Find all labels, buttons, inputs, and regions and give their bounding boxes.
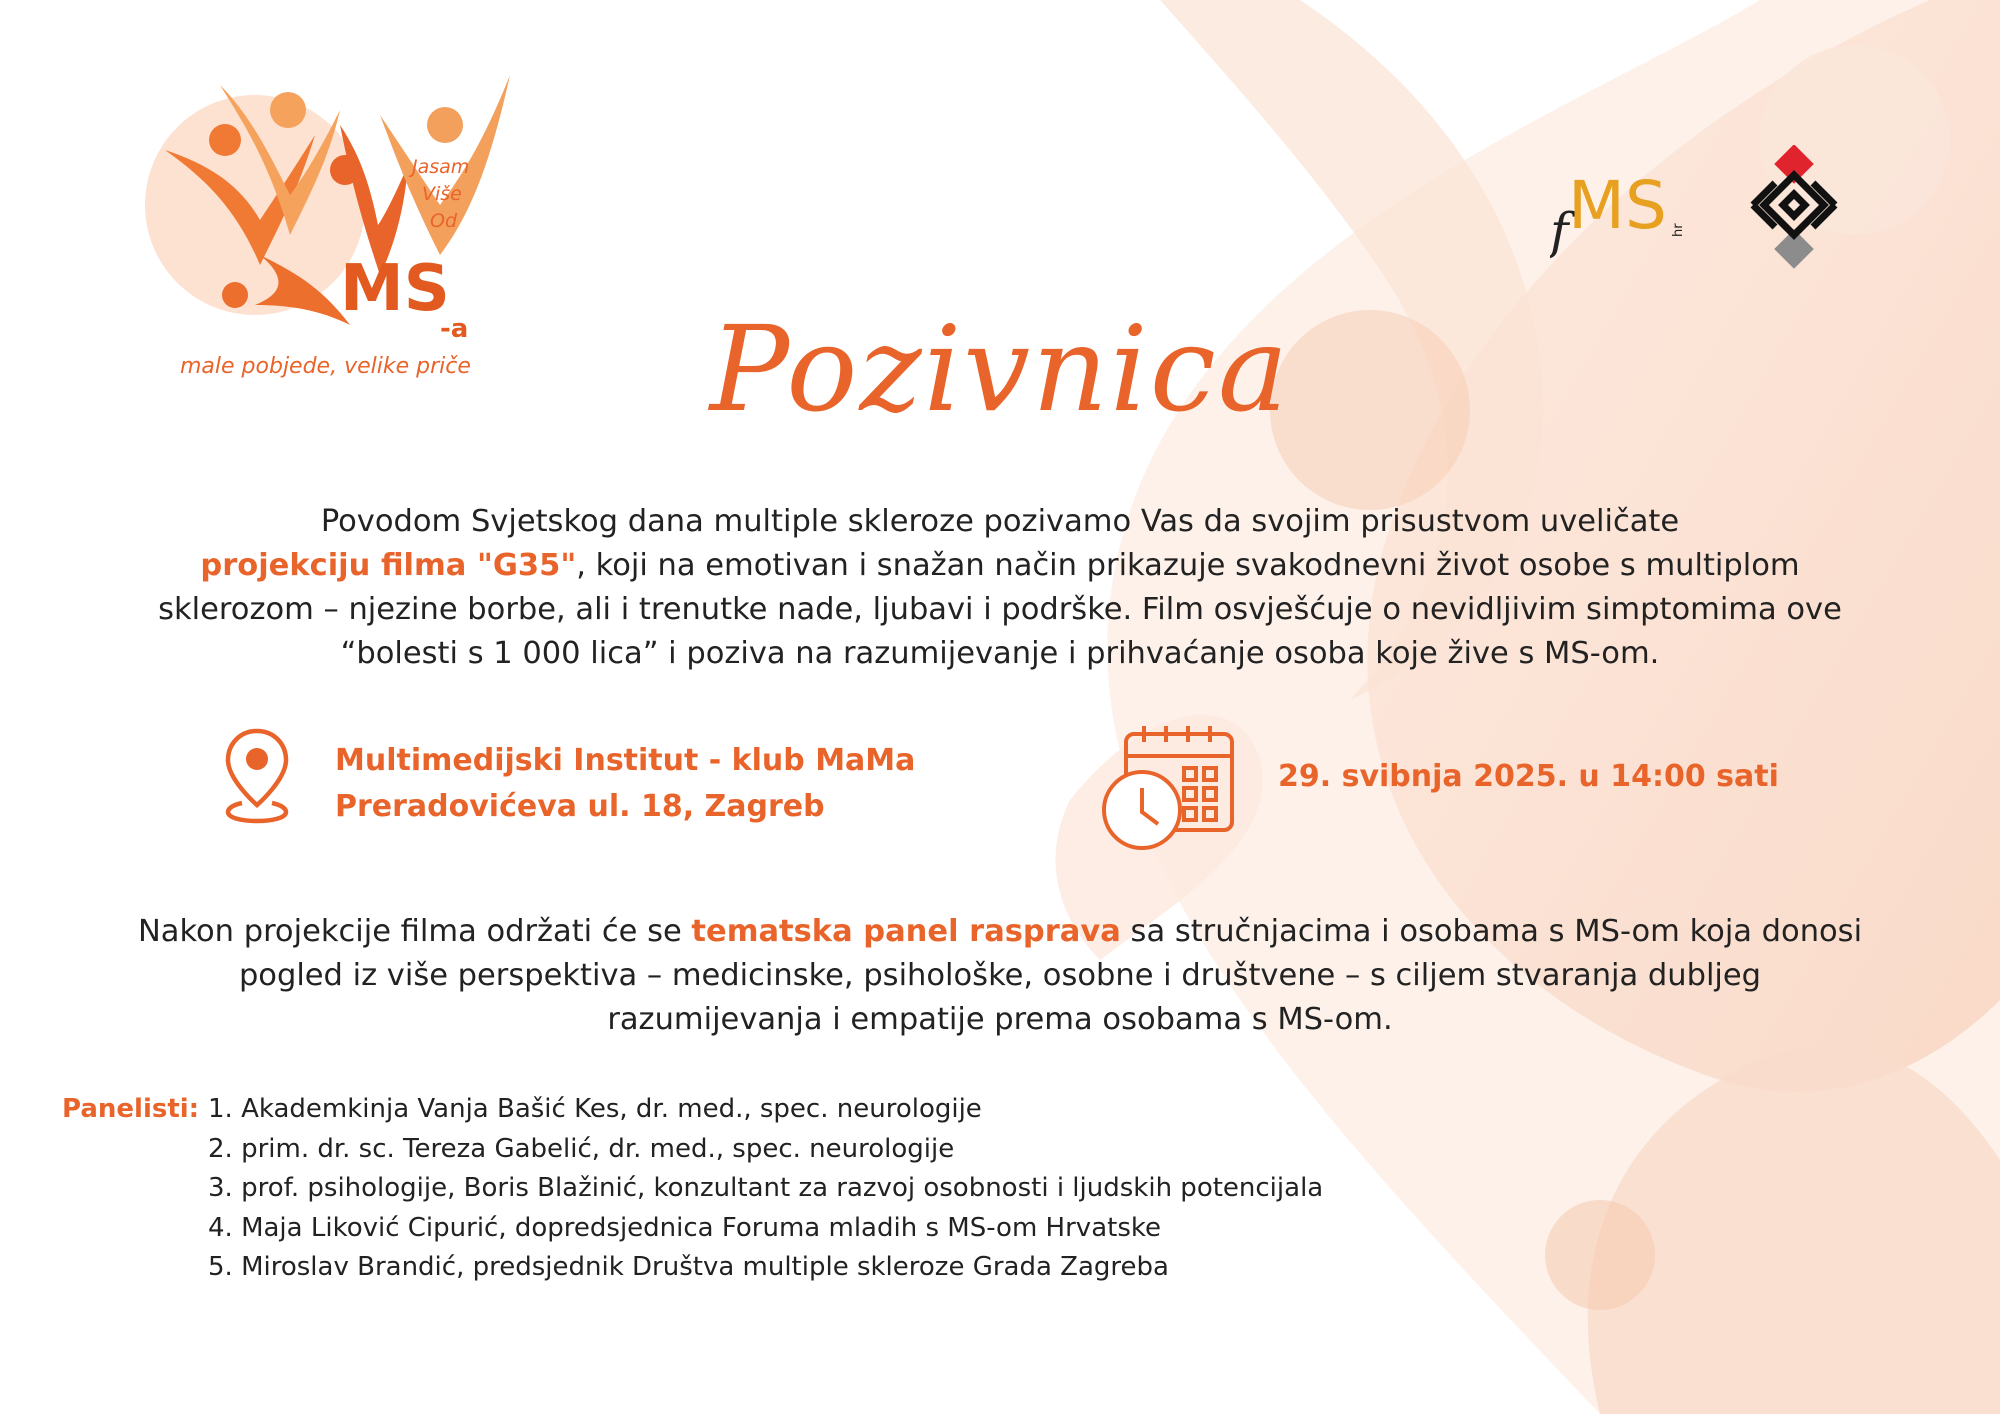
panelists-list bbox=[208, 1090, 1508, 1288]
panel-text-start: Nakon projekcije filma održati će se bbox=[137, 914, 692, 949]
svg-text:MS: MS bbox=[1568, 167, 1667, 244]
svg-text:male pobjede, velike priče: male pobjede, velike priče bbox=[180, 354, 471, 379]
panelist-item: 4. Maja Liković Cipurić, dopredsjednica Foruma mladih s MS-om Hrvatske bbox=[208, 1212, 1161, 1243]
panelist-item: 2. prim. dr. sc. Tereza Gabelić, dr. med., spec. neurologije bbox=[208, 1133, 955, 1164]
calendar-clock-icon bbox=[1100, 724, 1240, 852]
film-highlight: projekciju filma "G35" bbox=[200, 548, 577, 583]
intro-text-start: Povodom Svjetskog dana multiple skleroze pozivamo Vas da svojim prisustvom uveličate bbox=[320, 504, 1680, 539]
svg-text:hr: hr bbox=[1671, 223, 1686, 237]
partner-logos bbox=[1550, 140, 1870, 270]
intro-text-end: , koji na emotivan i snažan način prikazuje svakodnevni život osobe s multiplom sklerozom – njezine borbe, ali i trenutke nade, ljubavi i podrške. Film osvješćuje o nevidljivim simptomima ove “bolesti s 1 000 lica” i poziva na razumijevanje i prihvaćanje osoba koje žive s MS-om. bbox=[158, 548, 1842, 671]
svg-text:-a: -a bbox=[440, 314, 469, 344]
venue-name: Multimedijski Institut - klub MaMa bbox=[335, 743, 916, 778]
intro-paragraph bbox=[130, 500, 1870, 676]
panelists-label: Panelisti: bbox=[62, 1094, 200, 1124]
location-pin-icon bbox=[222, 725, 292, 825]
svg-text:Od: Od bbox=[430, 210, 458, 232]
panelist-item: 3. prof. psihologije, Boris Blažinić, konzultant za razvoj osobnosti i ljudskih potencijala bbox=[208, 1173, 1324, 1203]
panelist-item: 5. Miroslav Brandić, predsjednik Društva multiple skleroze Grada Zagreba bbox=[208, 1252, 1169, 1282]
svg-text:Jasam: Jasam bbox=[412, 156, 470, 178]
event-datetime: 29. svibnja 2025. u 14:00 sati bbox=[1278, 759, 1779, 794]
panel-paragraph bbox=[130, 910, 1870, 1042]
svg-text:f: f bbox=[1550, 202, 1569, 260]
svg-text:Više: Više bbox=[422, 183, 462, 205]
venue-address: Preradovićeva ul. 18, Zagreb bbox=[335, 789, 825, 824]
svg-text:MS: MS bbox=[340, 252, 450, 326]
panelist-item: 1. Akademkinja Vanja Bašić Kes, dr. med., spec. neurologije bbox=[208, 1094, 982, 1124]
panel-text-end: sa stručnjacima i osobama s MS-om koja donosi pogled iz više perspektiva – medicinske, psihološke, osobne i društvene – s ciljem stvaranja dubljeg razumijevanja i empatije prema osobama s MS-om. bbox=[238, 914, 1863, 1037]
event-location bbox=[335, 738, 915, 830]
panel-highlight: tematska panel rasprava bbox=[691, 914, 1121, 949]
geometric-diamond-logo-icon bbox=[1733, 145, 1858, 270]
page-title: Pozivnica bbox=[709, 300, 1291, 438]
